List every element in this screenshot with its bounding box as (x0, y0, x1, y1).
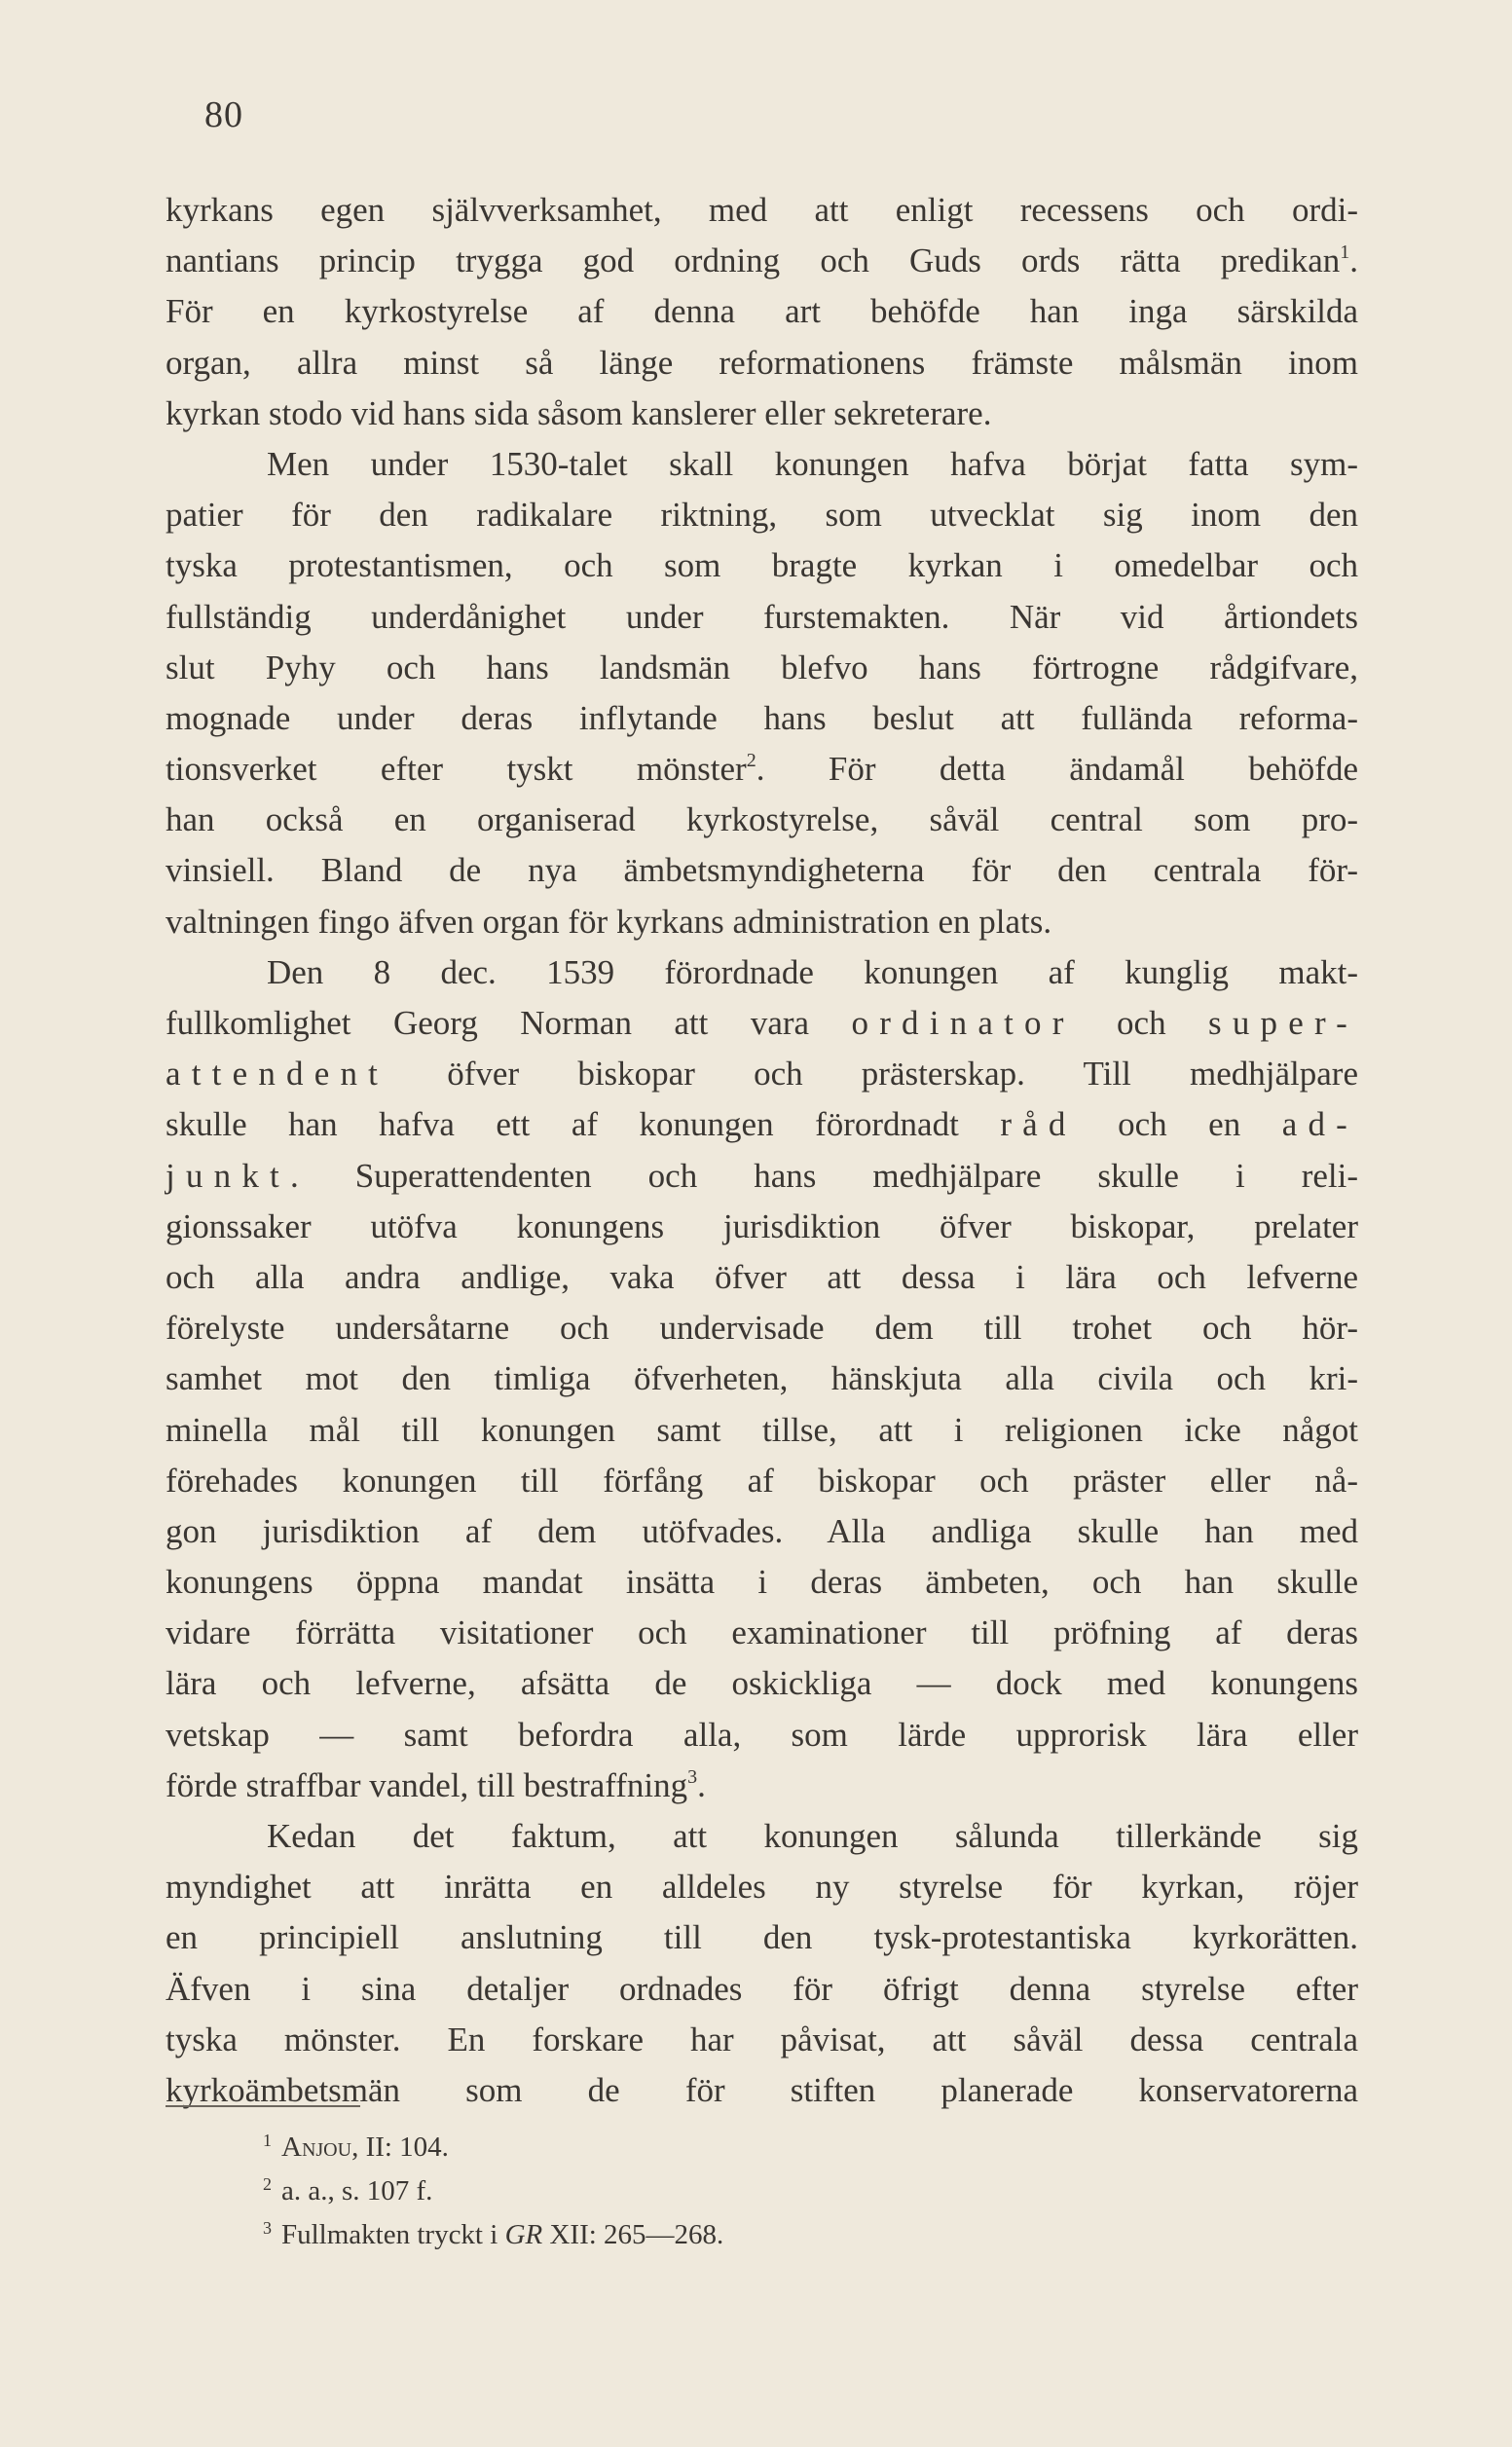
text-line (166, 845, 1358, 896)
text-line (166, 1405, 1358, 1456)
text-run: och (1074, 1004, 1209, 1042)
text-line (166, 1049, 1358, 1099)
text-run: skulle han hafva ett af konungen förordnadt (166, 1105, 1001, 1144)
text-line (166, 744, 1358, 795)
text-run: kyrkan stodo vid hans sida såsom kanslerer eller sekreterare. (166, 393, 992, 432)
text-run: och en (1076, 1105, 1282, 1144)
text-run: Men under 1530-talet skall konungen hafva börjat fatta sym- (267, 444, 1358, 483)
text-line (166, 795, 1358, 845)
text-run: . För detta ändamål behöfde (756, 750, 1358, 789)
text-line (166, 1811, 1358, 1862)
text-run: . (1349, 241, 1358, 280)
text-line (166, 1506, 1358, 1557)
text-line (166, 540, 1358, 591)
footnote-text: XII: 265—268. (542, 2219, 724, 2250)
text-line (166, 1557, 1358, 1608)
footnote-text: , II: 104. (351, 2132, 449, 2163)
text-run: ordinator (851, 1004, 1075, 1042)
text-run: vidare förrätta visitationer och examinationer till pröfning af deras (166, 1613, 1358, 1652)
text-run: kyrkans egen självverksamhet, med att enligt recessens och ordi- (166, 191, 1358, 229)
text-run: kyrkoämbetsmän som de för stiften planerade konservatorerna (166, 2070, 1358, 2109)
text-line (166, 693, 1358, 744)
footnotes (263, 2119, 723, 2250)
text-run: gon jurisdiktion af dem utöfvades. Alla andliga skulle han med (166, 1511, 1358, 1550)
text-line (166, 2065, 1358, 2116)
text-line (166, 236, 1358, 286)
text-line (166, 592, 1358, 643)
text-line (166, 1099, 1358, 1150)
text-run: organ, allra minst så länge reformationens främste målsmän inom (166, 343, 1358, 382)
text-run: mognade under deras inflytande hans beslut att fullända reforma- (166, 698, 1358, 737)
footnote-text: Anjou (281, 2132, 352, 2163)
footnote-ref: 1 (1340, 241, 1350, 264)
text-run: öfver biskopar och prästerskap. Till medhjälpare (388, 1055, 1358, 1094)
text-run: tionsverket efter tyskt mönster (166, 750, 747, 789)
text-line (166, 286, 1358, 337)
text-run: Kedan det faktum, att konungen sålunda tillerkände sig (267, 1817, 1358, 1855)
text-run: Äfven i sina detaljer ordnades för öfrigt denna styrelse efter (166, 1969, 1358, 2008)
text-run: förehades konungen till förfång af biskopar och präster eller nå- (166, 1461, 1358, 1500)
text-line (166, 338, 1358, 389)
text-line (166, 947, 1358, 998)
text-line (166, 1353, 1358, 1404)
footnote-text: Fullmakten tryckt i (281, 2219, 505, 2250)
footnote (263, 2163, 723, 2206)
text-line (166, 1964, 1358, 2015)
text-run: lära och lefverne, afsätta de oskickliga — dock med konungens (166, 1664, 1358, 1703)
text-run: nantians princip trygga god ordning och Guds ords rätta predikan (166, 241, 1341, 280)
text-line (166, 1151, 1358, 1202)
text-line (166, 1303, 1358, 1353)
text-line (166, 1761, 1358, 1811)
footnote (263, 2119, 723, 2163)
text-run: junkt (166, 1156, 290, 1195)
text-line (166, 643, 1358, 693)
text-run: patier för den radikalare riktning, som utvecklat sig inom den (166, 496, 1358, 535)
text-run: han också en organiserad kyrkostyrelse, såväl central som pro- (166, 800, 1358, 839)
text-run: Den 8 dec. 1539 förordnade konungen af kunglig makt- (267, 952, 1358, 991)
text-run: vetskap — samt befordra alla, som lärde upprorisk lära eller (166, 1715, 1358, 1754)
text-line (166, 1608, 1358, 1658)
text-line (166, 1202, 1358, 1252)
text-run: . (697, 1765, 706, 1804)
body-text (166, 185, 1358, 2116)
text-run: slut Pyhy och hans landsmän blefvo hans förtrogne rådgifvare, (166, 648, 1358, 686)
footnote-text: a. a., s. 107 f. (281, 2175, 433, 2206)
text-run: gionssaker utöfva konungens jurisdiktion öfver biskopar, prelater (166, 1206, 1358, 1245)
text-run: tyska mönster. En forskare har påvisat, att såväl dessa centrala (166, 2020, 1358, 2058)
text-line (166, 439, 1358, 490)
text-line (166, 897, 1358, 947)
text-run: myndighet att inrätta en alldeles ny styrelse för kyrkan, röjer (166, 1868, 1358, 1907)
text-line (166, 1862, 1358, 1912)
page-number: 80 (204, 94, 243, 135)
text-line (166, 1658, 1358, 1709)
text-line (166, 1456, 1358, 1506)
text-run: en principiell anslutning till den tysk-protestantiska kyrkorätten. (166, 1918, 1358, 1957)
text-run: För en kyrkostyrelse af denna art behöfde han inga särskilda (166, 292, 1358, 331)
text-run: förde straffbar vandel, till bestraffning (166, 1765, 688, 1804)
text-run: tyska protestantismen, och som bragte kyrkan i omedelbar och (166, 546, 1358, 585)
text-run: fullständig underdånighet under furstemakten. När vid årtiondets (166, 597, 1358, 636)
text-line (166, 2015, 1358, 2065)
text-run: attendent (166, 1055, 389, 1094)
text-run: valtningen fingo äfven organ för kyrkans administration en plats. (166, 902, 1052, 941)
text-run: vinsiell. Bland de nya ämbetsmyndigheterna för den centrala för- (166, 851, 1358, 890)
text-run: super- (1208, 1004, 1358, 1042)
text-line (166, 185, 1358, 236)
text-line (166, 490, 1358, 540)
text-run: förelyste undersåtarne och undervisade dem till trohet och hör- (166, 1309, 1358, 1348)
text-line (166, 389, 1358, 439)
footnote-number: 3 (263, 2218, 272, 2238)
text-line (166, 998, 1358, 1049)
footnote-text: GR (504, 2219, 543, 2250)
footnote-number: 1 (263, 2131, 272, 2150)
text-run: fullkomlighet Georg Norman att vara (166, 1004, 852, 1042)
text-run: . Superattendenten och hans medhjälpare skulle i reli- (289, 1156, 1358, 1195)
footnote-divider (166, 2105, 360, 2107)
text-line (166, 1912, 1358, 1963)
text-line (166, 1252, 1358, 1303)
footnote (263, 2206, 723, 2250)
footnote-number: 2 (263, 2174, 272, 2194)
footnote-ref: 2 (746, 750, 756, 772)
text-run: samhet mot den timliga öfverheten, hänskjuta alla civila och kri- (166, 1359, 1358, 1398)
text-run: minella mål till konungen samt tillse, att i religionen icke något (166, 1410, 1358, 1449)
text-run: ad- (1281, 1105, 1359, 1144)
footnote-ref: 3 (687, 1765, 698, 1788)
text-run: konungens öppna mandat insätta i deras ämbeten, och han skulle (166, 1563, 1358, 1602)
text-run: och alla andra andlige, vaka öfver att dessa i lära och lefverne (166, 1257, 1358, 1296)
text-line (166, 1710, 1358, 1761)
text-run: råd (1000, 1105, 1077, 1144)
